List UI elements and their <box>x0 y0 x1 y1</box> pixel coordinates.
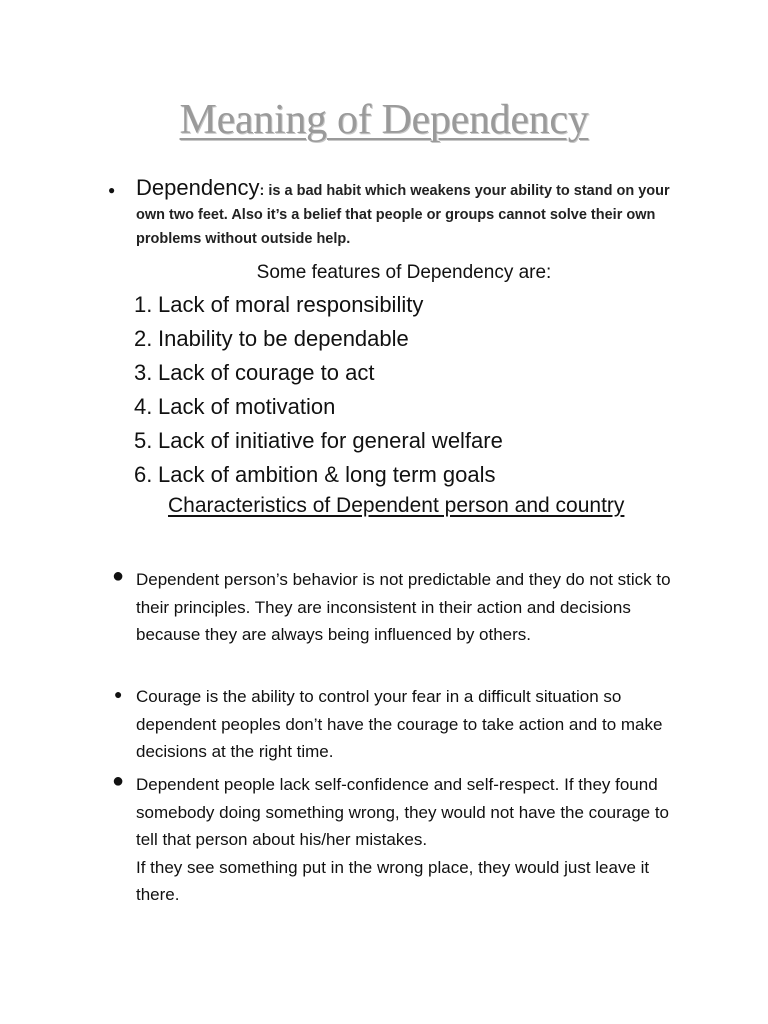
bullet-icon: ● <box>114 686 123 702</box>
list-item-text: Lack of initiative for general welfare <box>158 428 503 453</box>
list-item <box>134 424 503 458</box>
list-item-text: Lack of courage to act <box>158 360 375 385</box>
characteristics-heading: Characteristics of Dependent person and country <box>168 494 625 517</box>
features-list <box>134 288 503 492</box>
intro-definition <box>108 175 672 251</box>
list-item <box>134 356 503 390</box>
list-number: 4. <box>134 394 153 419</box>
definition-text <box>112 176 672 251</box>
page-title: Meaning of Dependency <box>179 97 589 143</box>
list-number: 3. <box>134 360 153 385</box>
characteristic-paragraph <box>112 683 672 766</box>
list-item-text: Inability to be dependable <box>158 326 409 351</box>
characteristic-paragraph <box>112 771 672 909</box>
list-item-text: Lack of motivation <box>158 394 336 419</box>
definition-body: : is a bad habit which weakens your ability to stand on your own two feet. Also it’s a belief that people or groups cannot solve their own problems without outside help. <box>136 183 670 247</box>
characteristic-paragraph <box>112 566 672 649</box>
list-item-text: Lack of ambition & long term goals <box>158 462 496 487</box>
list-item <box>134 322 503 356</box>
list-item <box>134 288 503 322</box>
bullet-icon: ● <box>112 565 125 587</box>
list-number: 1. <box>134 292 153 317</box>
list-item-text: Lack of moral responsibility <box>158 292 424 317</box>
list-item <box>134 390 503 424</box>
paragraph-extra: If they see something put in the wrong place, they would just leave it there. <box>136 857 650 904</box>
list-number: 2. <box>134 326 153 351</box>
list-number: 6. <box>134 462 153 487</box>
definition-term: Dependency <box>136 175 260 200</box>
paragraph-text <box>112 771 672 909</box>
paragraph-main: Dependent people lack self-confidence and self-respect. If they found somebody doing something wrong, they would not have the courage to tell that person about his/her mistakes. <box>136 775 670 849</box>
bullet-icon: ● <box>112 770 125 792</box>
features-heading: Some features of Dependency are: <box>256 262 552 283</box>
paragraph-text: Dependent person’s behavior is not predictable and they do not stick to their principles. They are inconsistent in their action and decisions because they are always being influenced by others. <box>136 570 671 644</box>
paragraph-text: Courage is the ability to control your fear in a difficult situation so dependent peoples don’t have the courage to take action and to make decisions at the right time. <box>136 687 663 761</box>
list-item <box>134 458 503 492</box>
list-number: 5. <box>134 428 153 453</box>
bullet-icon: ● <box>108 183 116 197</box>
